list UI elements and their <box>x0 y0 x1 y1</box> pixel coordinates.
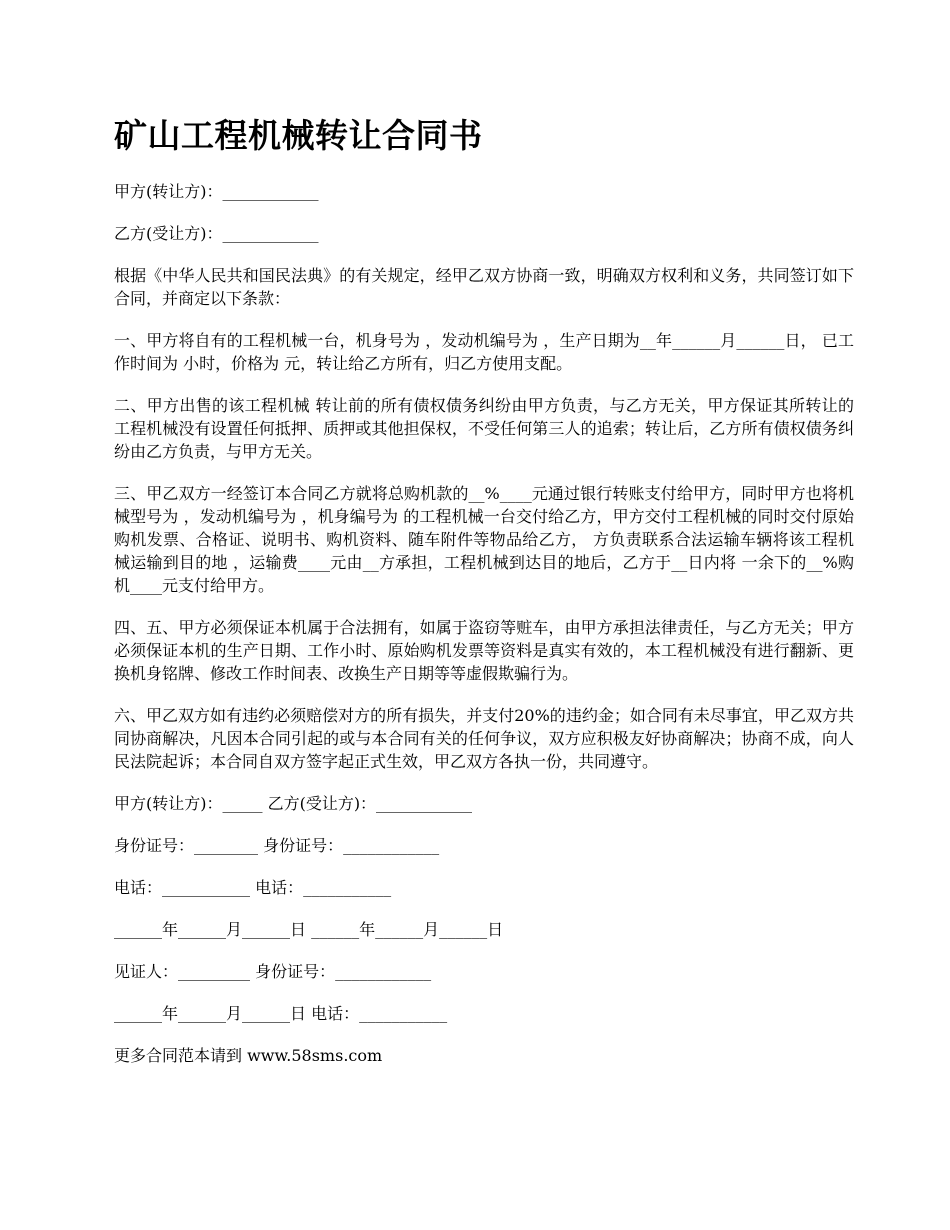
witness-date-line: ______年______月______日 电话：___________ <box>114 1004 448 1023</box>
intro-paragraph: 根据《中华人民共和国民法典》的有关规定，经甲乙双方协商一致，明确双方权利和义务，共同签订如下合同，并商定以下条款： <box>114 266 854 308</box>
signature-parties-line: 甲方(转让方)：_____ 乙方(受让方)：____________ <box>114 794 473 813</box>
clause-1-paragraph: 一、甲方将自有的工程机械一台，机身号为 ，发动机编号为 ，生产日期为__年______月______日， 已工作时间为 小时，价格为 元，转让给乙方所有，归乙方使用支配。 <box>114 331 854 373</box>
signature-phone-line: 电话：___________ 电话：___________ <box>114 878 392 897</box>
signature-id-line: 身份证号：________ 身份证号：____________ <box>114 836 440 855</box>
clause-3-paragraph: 三、甲乙双方一经签订本合同乙方就将总购机款的__%____元通过银行转账支付给甲方，同时甲方也将机械型号为 ，发动机编号为 ，机身编号为 的工程机械一台交付给乙方，甲方交付工程机械的同时交付原始购机发票、合格证、说明书、购机资料、随车附件等物品给乙方， 方负责联系合法运输车辆将该工程机械运输到目的地 ，运输费____元由__方承担，工程机械到达目的地后，乙方于__日内将 一余下的__%购机____元支付给甲方。 <box>114 484 854 595</box>
clause-4-5-paragraph: 四、五、甲方必须保证本机属于合法拥有，如属于盗窃等赃车，由甲方承担法律责任，与乙方无关；甲方必须保证本机的生产日期、工作小时、原始购机发票等资料是真实有效的，本工程机械没有进行翻新、更换机身铭牌、修改工作时间表、改换生产日期等等虚假欺骗行为。 <box>114 618 854 683</box>
clause-6-paragraph: 六、甲乙双方如有违约必须赔偿对方的所有损失，并支付20%的违约金；如合同有未尽事宜，甲乙双方共同协商解决，凡因本合同引起的或与本合同有关的任何争议，双方应积极友好协商解决；协商不成，向人民法院起诉；本合同自双方签字起正式生效，甲乙双方各执一份，共同遵守。 <box>114 706 854 771</box>
party-b-line: 乙方(受让方)：____________ <box>114 224 319 243</box>
document-page <box>114 112 854 1086</box>
footer-link-text: 更多合同范本请到 www.58sms.com <box>114 1046 383 1065</box>
party-a-line: 甲方(转让方)：____________ <box>114 182 319 201</box>
signature-date-line: ______年______月______日 ______年______月______日 <box>114 920 504 939</box>
document-title: 矿山工程机械转让合同书 <box>114 116 483 155</box>
witness-line: 见证人：_________ 身份证号：____________ <box>114 962 432 981</box>
clause-2-paragraph: 二、甲方出售的该工程机械 转让前的所有债权债务纠纷由甲方负责，与乙方无关，甲方保证其所转让的工程机械没有设置任何抵押、质押或其他担保权，不受任何第三人的追索；转让后，乙方所有债权债务纠纷由乙方负责，与甲方无关。 <box>114 396 854 461</box>
